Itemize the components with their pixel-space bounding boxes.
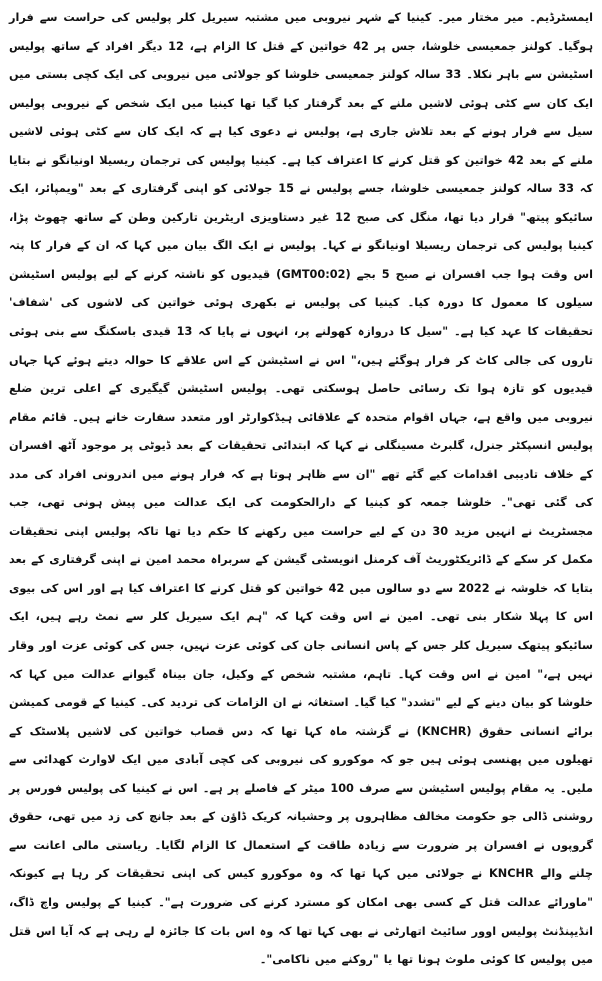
article-body-text: ایمسٹرڈیم۔ میر مختار میر۔ کینیا کے شہر نیروبی میں مشتبہ سیریل کلر پولیس کی حراست سے فرار ہوگیا۔ کولنز جمعیسی خلوشا، جس پر 42 خواتین کے قتل کا الزام ہے، 12 دیگر افراد کے ساتھ پولیس اسٹیشن سے باہر نکلا۔ 33 سالہ کولنز جمعیسی خلوشا کو جولائی میں نیروبی کی ایک کچی بستی میں ایک کان سے کٹی ہوئی لاشیں ملنے کے بعد گرفتار کیا گیا تھا کینیا میں ایک شخص کے نیروبی پولیس سیل سے فرار ہونے کے بعد تلاش جاری ہے، پولیس نے دعوی کیا ہے کہ ایک کان سے کٹی ہوئی لاشیں ملنے کے بعد 42 خواتین کو قتل کرنے کا اعتراف کیا ہے۔ کینیا پولیس کی ترجمان ریسیلا اونیانگو نے بتایا کہ 33 سالہ کولنز جمعیسی خلوشا، جسے پولیس نے 15 جولائی کو اپنی گرفتاری کے بعد "ویمپائر، ایک سائیکو پیتھ" قرار دیا تھا، منگل کی صبح 12 غیر دستاویزی اریٹرین تارکین وطن کے ساتھ چھوٹ پڑا، کینیا پولیس کی ترجمان ریسیلا اونیانگو نے کہا۔ پولیس نے ایک الگ بیان میں کہا کہ ان کے فرار کا پتہ اس وقت ہوا جب افسران نے صبح 5 بجے (GMT00:02) قیدیوں کو ناشتہ کرنے کے لیے پولیس اسٹیشن سیلوں کا معمول کا دورہ کیا۔ کینیا کی پولیس نے بکھری ہوئی خواتین کی لاشوں کی 'شفاف' تحقیقات کا عہد کیا ہے۔ "سیل کا دروازہ کھولنے پر، انہوں نے پایا کہ 13 قیدی باسکنگ سے بنی ہوئی تاروں کی جالی کاٹ کر فرار ہوگئے ہیں،" اس نے اسٹیشن کے اس علاقے کا حوالہ دیتے ہوئے کہا جہاں قیدیوں کو تازہ ہوا تک رسائی حاصل ہوسکتی تھی۔ پولیس اسٹیشن گیگیری کے اعلی ترین ضلع نیروبی میں واقع ہے، جہاں اقوام متحدہ کے علاقائی ہیڈکوارٹر اور متعدد سفارت خانے ہیں۔ قائم مقام پولیس انسپکٹر جنرل، گلبرٹ مسینگلی نے کہا کہ ابتدائی تحقیقات کے بعد ڈیوٹی پر موجود آٹھ افسران کے خلاف تادیبی اقدامات کیے گئے تھے "ان سے ظاہر ہوتا ہے کہ فرار ہونے میں اندرونی افراد کی مدد کی گئی تھی"۔ خلوشا جمعہ کو کینیا کے دارالحکومت کی ایک عدالت میں پیش ہونی تھی، جب مجسٹریٹ نے انہیں مزید 30 دن کے لیے حراست میں رکھنے کا حکم دیا تھا تاکہ پولیس اپنی تحقیقات مکمل کر سکے کے ڈائریکٹوریٹ آف کرمنل انویسٹی گیشن کے سربراہ محمد امین نے اپنی گرفتاری کے بعد بتایا کہ خلوشہ نے 2022 سے دو سالوں میں 42 خواتین کو قتل کرنے کا اعتراف کیا ہے اور اس کی بیوی اس کا پہلا شکار بنی تھی۔ امین نے اس وقت کہا کہ "ہم ایک سیریل کلر سے نمٹ رہے ہیں، ایک سائیکو پیتھک سیریل کلر جس کے پاس انسانی جان کی کوئی عزت نہیں، جس کی کوئی عزت اور وقار نہیں ہے،" امین نے اس وقت کہا۔ تاہم، مشتبہ شخص کے وکیل، جان بیناہ گیوانے عدالت میں کہا کہ خلوشا کو بیان دینے کے لیے "تشدد" کیا گیا۔ استغاثہ نے ان الزامات کی تردید کی۔ کینیا کے قومی کمیشن برائے انسانی حقوق (KNCHR) نے گزشتہ ماہ کہا تھا کہ دس قصاب خواتین کی لاشیں پلاسٹک کے تھیلوں میں پھنسی ہوئی ہیں جو کہ موکورو کی نیروبی کی کچی آبادی میں ایک لاوارث کھدائی سے ملیں۔ یہ مقام پولیس اسٹیشن سے صرف 100 میٹر کے فاصلے پر ہے۔ اس نے کینیا کی پولیس فورس پر روشنی ڈالی جو حکومت مخالف مظاہروں پر وحشیانہ کریک ڈاؤن کے بعد جانچ کی زد میں تھی، حقوق گروپوں نے افسران پر ضرورت سے زیادہ طاقت کے استعمال کا الزام لگایا۔ ریاستی مالی اعانت سے چلنے والے KNCHR نے جولائی میں کہا تھا کہ وہ موکورو کیس کی اپنی تحقیقات کر رہا ہے کیونکہ "ماورائے عدالت قتل کے کسی بھی امکان کو مسترد کرنے کی ضرورت ہے"۔ کینیا کے پولیس واچ ڈاگ، انڈیپنڈنٹ پولیس اوور سائیٹ اتھارٹی نے بھی کہا تھا کہ وہ اس بات کا جائزہ لے رہی ہے کہ آیا اس قتل میں پولیس کا کوئی ملوث ہونا تھا یا "روکنے میں ناکامی"۔	[9, 11, 593, 967]
